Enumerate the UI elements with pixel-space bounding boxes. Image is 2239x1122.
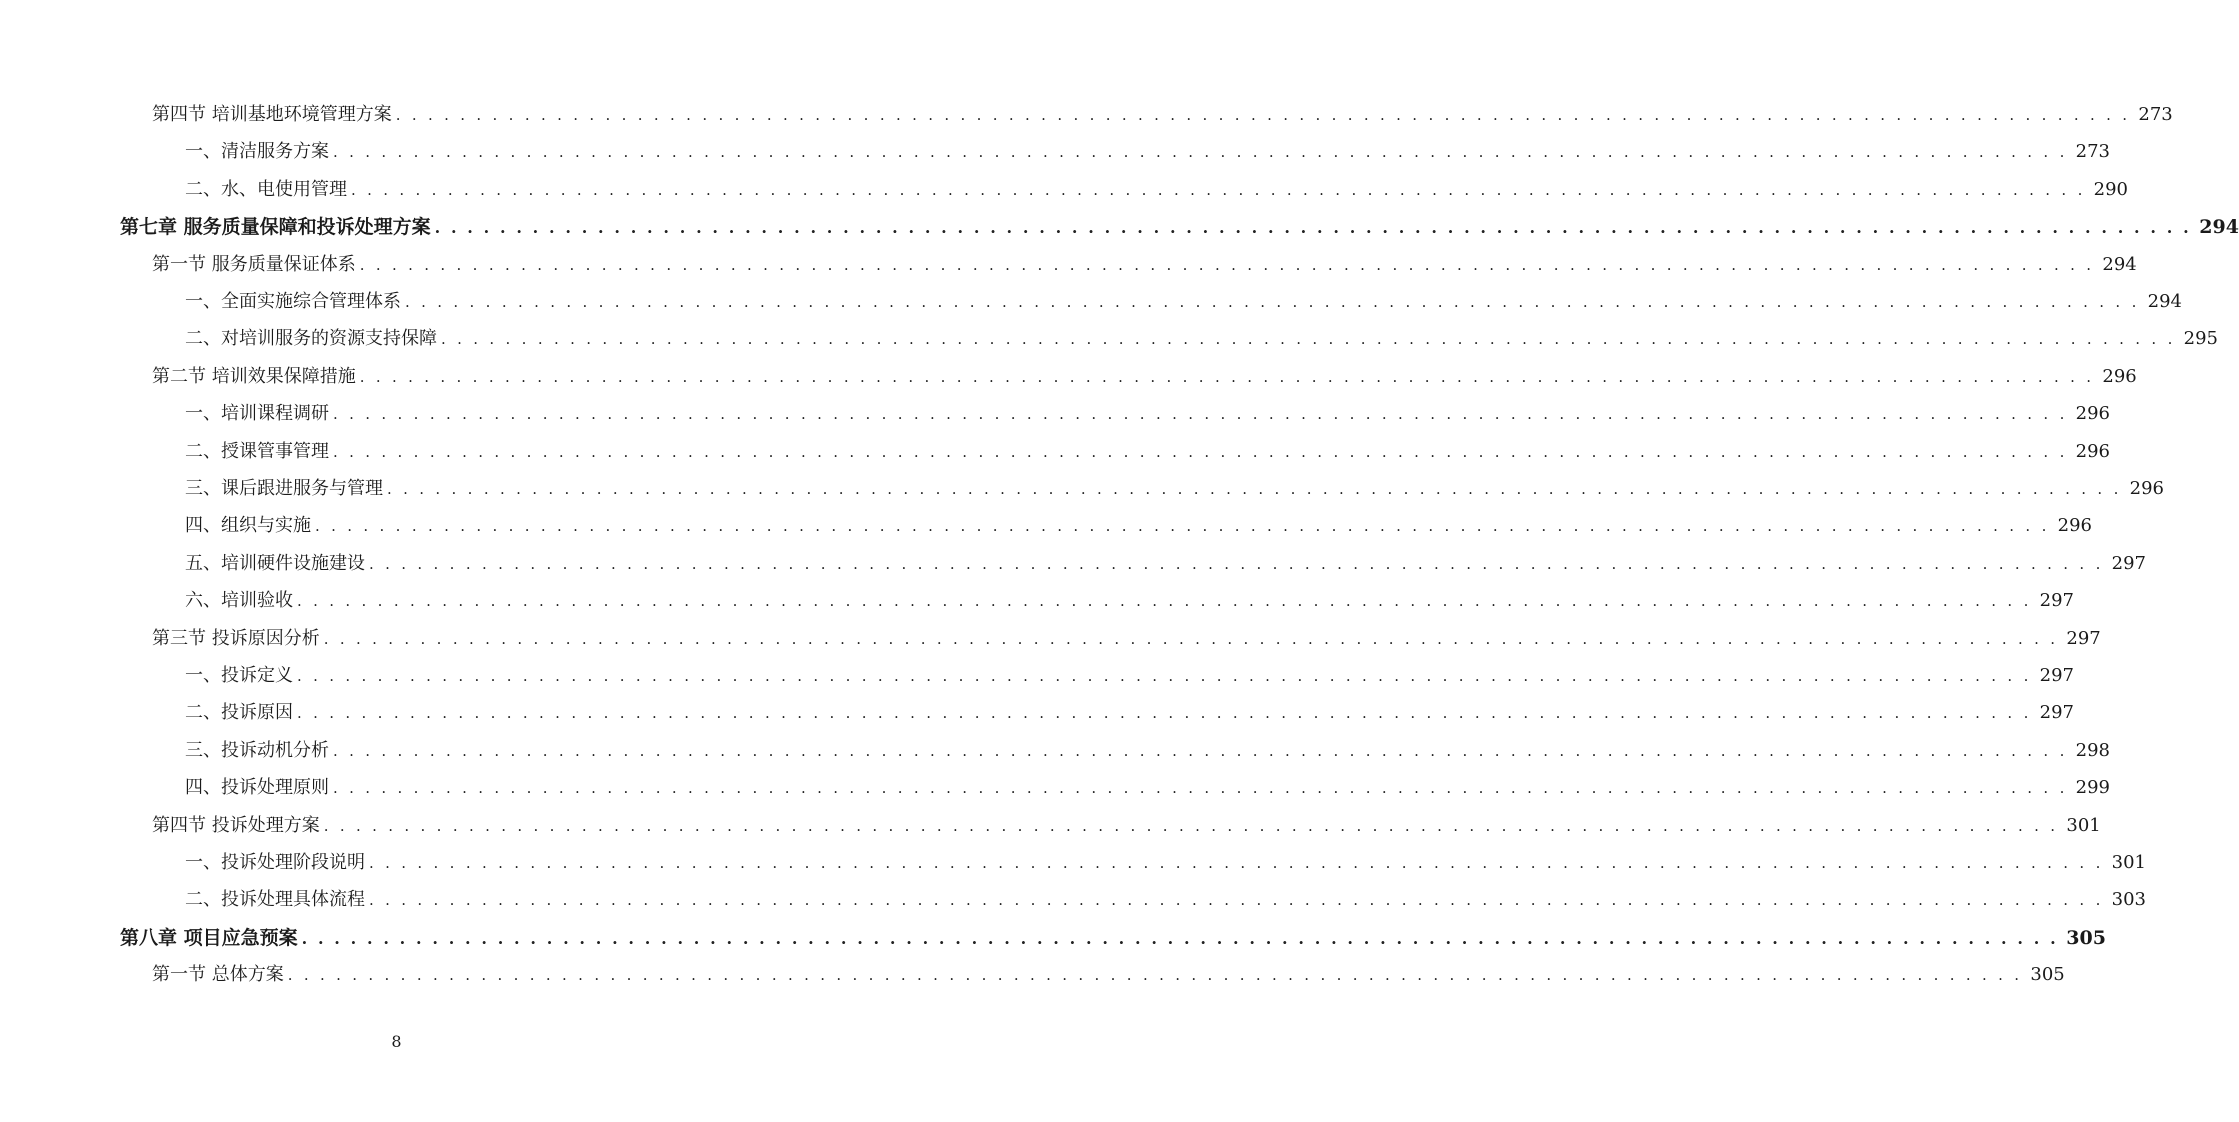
dot-leader: . . . . . . . . . . . . . . . . . . . . . . . . . . . . . . . . . . . . . . . . . . . . . . . . . . . . . . . . . . . . . . . . . . . . . . . . . . . . . . . . . . . . . . . . . . . . . . . . . . . . . . . . . . . . bbox=[333, 405, 2068, 424]
toc-entry-title: 三、课后跟进服务与管理 bbox=[185, 478, 383, 499]
dot-leader: . . . . . . . . . . . . . . . . . . . . . . . . . . . . . . . . . . . . . . . . . . . . . . . . . . . . . . . . . . . . . . . . . . . . . . . . . . . . . . . . . . . . . . . . . . . . . . . . . . . . . . . . . . . . bbox=[315, 517, 2050, 536]
toc-entry-title: 四、组织与实施 bbox=[185, 515, 311, 537]
dot-leader: . . . . . . . . . . . . . . . . . . . . . . . . . . . . . . . . . . . . . . . . . . . . . . . . . . . . . . . . . . . . . . . . . . . . . . . . . . . . . . . . . . . . . . . . . . . . . . . . . . . . . . . . . . . . bbox=[323, 816, 2059, 835]
toc-entry-title: 第三节 投诉原因分析 bbox=[152, 627, 320, 649]
toc-item-entry[interactable] bbox=[0, 399, 2110, 429]
toc-entry-line bbox=[185, 399, 2110, 429]
toc-entry-page-number: 297 bbox=[2066, 627, 2101, 649]
toc-entry-line bbox=[185, 848, 2146, 878]
toc-section-entry[interactable] bbox=[0, 250, 2137, 280]
toc-entry-line bbox=[185, 773, 2110, 803]
dot-leader: . . . . . . . . . . . . . . . . . . . . . . . . . . . . . . . . . . . . . . . . . . . . . . . . . . . . . . . . . . . . . . . . . . . . . . . . . . . . . . . . . . . . . . . . . . . . . . . . . . . . . . . . . . . . bbox=[297, 592, 2032, 611]
toc-entry-line bbox=[152, 811, 2101, 841]
dot-leader: . . . . . . . . . . . . . . . . . . . . . . . . . . . . . . . . . . . . . . . . . . . . . . . . . . . . . . . . . . . . . . . . . . . . . . . . . . . . . . . . . . . . . . . . . . . . . . . . . . . . . . . . . . . . bbox=[405, 293, 2140, 311]
dot-leader: . . . . . . . . . . . . . . . . . . . . . . . . . . . . . . . . . . . . . . . . . . . . . . . . . . . . . . . . . . . . . . . . . . . . . . . . . . . . . . . . . . . . . . . . . . . . . . . . . . . . . . . . . . . . bbox=[434, 218, 2192, 238]
toc-item-entry[interactable] bbox=[0, 885, 2146, 915]
toc-entry-title: 五、培训硬件设施建设 bbox=[185, 552, 365, 574]
toc-entry-line bbox=[185, 885, 2146, 915]
toc-chapter-entry[interactable] bbox=[0, 923, 2106, 953]
toc-entry-page-number: 297 bbox=[2039, 702, 2074, 724]
toc-chapter-entry[interactable] bbox=[0, 212, 2239, 242]
toc-section-entry[interactable] bbox=[0, 624, 2101, 654]
toc-entry-title: 第二节 培训效果保障措施 bbox=[152, 365, 356, 387]
toc-entry-line bbox=[185, 549, 2146, 579]
toc-section-entry[interactable] bbox=[0, 362, 2137, 392]
toc-entry-line bbox=[152, 624, 2101, 654]
toc-entry-page-number: 295 bbox=[2183, 328, 2218, 350]
toc-entry-line bbox=[185, 137, 2110, 167]
toc-section-entry[interactable] bbox=[0, 100, 2173, 130]
toc-item-entry[interactable] bbox=[0, 437, 2110, 467]
toc-entry-page-number: 273 bbox=[2075, 141, 2110, 163]
toc-entry-title: 一、全面实施综合管理体系 bbox=[185, 291, 401, 312]
dot-leader: . . . . . . . . . . . . . . . . . . . . . . . . . . . . . . . . . . . . . . . . . . . . . . . . . . . . . . . . . . . . . . . . . . . . . . . . . . . . . . . . . . . . . . . . . . . . . . . . . . . . . . . . . . . . bbox=[369, 554, 2104, 573]
toc-entry-page-number: 296 bbox=[2075, 403, 2110, 425]
dot-leader: . . . . . . . . . . . . . . . . . . . . . . . . . . . . . . . . . . . . . . . . . . . . . . . . . . . . . . . . . . . . . . . . . . . . . . . . . . . . . . . . . . . . . . . . . . . . . . . . . . . . . . . . . . . . bbox=[287, 966, 2023, 985]
toc-item-entry[interactable] bbox=[0, 698, 2074, 728]
toc-entry-page-number: 299 bbox=[2075, 777, 2110, 799]
toc-item-entry[interactable] bbox=[0, 287, 2182, 317]
toc-entry-line bbox=[185, 437, 2110, 467]
toc-entry-title: 第七章 服务质量保障和投诉处理方案 bbox=[120, 216, 431, 239]
toc-entry-page-number: 290 bbox=[2093, 178, 2128, 200]
dot-leader: . . . . . . . . . . . . . . . . . . . . . . . . . . . . . . . . . . . . . . . . . . . . . . . . . . . . . . . . . . . . . . . . . . . . . . . . . . . . . . . . . . . . . . . . . . . . . . . . . . . . . . . . . . . . bbox=[333, 741, 2068, 760]
toc-item-entry[interactable] bbox=[0, 549, 2146, 579]
dot-leader: . . . . . . . . . . . . . . . . . . . . . . . . . . . . . . . . . . . . . . . . . . . . . . . . . . . . . . . . . . . . . . . . . . . . . . . . . . . . . . . . . . . . . . . . . . . . . . . . . . . . . . . . . . . . bbox=[359, 255, 2095, 274]
toc-entry-page-number: 301 bbox=[2111, 852, 2146, 873]
toc-entry-title: 第四节 培训基地环境管理方案 bbox=[152, 104, 392, 125]
toc-entry-line bbox=[152, 250, 2137, 280]
toc-entry-line bbox=[185, 511, 2092, 541]
toc-item-entry[interactable] bbox=[0, 661, 2074, 691]
dot-leader: . . . . . . . . . . . . . . . . . . . . . . . . . . . . . . . . . . . . . . . . . . . . . . . . . . . . . . . . . . . . . . . . . . . . . . . . . . . . . . . . . . . . . . . . . . . . . . . . . . . . . . . . . . . . bbox=[441, 330, 2176, 349]
toc-item-entry[interactable] bbox=[0, 848, 2146, 878]
toc-entry-title: 二、水、电使用管理 bbox=[185, 178, 347, 200]
toc-entry-line bbox=[120, 923, 2106, 954]
toc-entry-title: 二、对培训服务的资源支持保障 bbox=[185, 328, 437, 350]
toc-item-entry[interactable] bbox=[0, 586, 2074, 616]
toc-entry-title: 第四节 投诉处理方案 bbox=[152, 814, 320, 836]
dot-leader: . . . . . . . . . . . . . . . . . . . . . . . . . . . . . . . . . . . . . . . . . . . . . . . . . . . . . . . . . . . . . . . . . . . . . . . . . . . . . . . . . . . . . . . . . . . . . . . . . . . . . . . . . . . . bbox=[301, 928, 2059, 948]
dot-leader: . . . . . . . . . . . . . . . . . . . . . . . . . . . . . . . . . . . . . . . . . . . . . . . . . . . . . . . . . . . . . . . . . . . . . . . . . . . . . . . . . . . . . . . . . . . . . . . . . . . . . . . . . . . . bbox=[297, 704, 2032, 723]
toc-entry-line bbox=[152, 362, 2137, 392]
dot-leader: . . . . . . . . . . . . . . . . . . . . . . . . . . . . . . . . . . . . . . . . . . . . . . . . . . . . . . . . . . . . . . . . . . . . . . . . . . . . . . . . . . . . . . . . . . . . . . . . . . . . . . . . . . . . bbox=[333, 779, 2068, 798]
toc-entry-page-number: 296 bbox=[2102, 365, 2137, 387]
toc-entry-line bbox=[185, 175, 2128, 205]
toc-entry-line bbox=[185, 287, 2182, 317]
toc-entry-page-number: 297 bbox=[2039, 590, 2074, 612]
page-number: 8 bbox=[391, 1032, 402, 1051]
toc-entry-title: 六、培训验收 bbox=[185, 590, 293, 612]
toc-entry-title: 三、投诉动机分析 bbox=[185, 739, 329, 761]
toc-entry-title: 四、投诉处理原则 bbox=[185, 777, 329, 799]
toc-entry-page-number: 296 bbox=[2075, 440, 2110, 462]
toc-entry-page-number: 296 bbox=[2129, 478, 2164, 499]
toc-item-entry[interactable] bbox=[0, 511, 2092, 541]
toc-entry-title: 第一节 总体方案 bbox=[152, 964, 284, 986]
toc-section-entry[interactable] bbox=[0, 960, 2065, 990]
toc-entry-page-number: 305 bbox=[2030, 964, 2065, 986]
toc-entry-line bbox=[185, 661, 2074, 691]
toc-item-entry[interactable] bbox=[0, 324, 2218, 354]
dot-leader: . . . . . . . . . . . . . . . . . . . . . . . . . . . . . . . . . . . . . . . . . . . . . . . . . . . . . . . . . . . . . . . . . . . . . . . . . . . . . . . . . . . . . . . . . . . . . . . . . . . . . . . . . . . . bbox=[395, 106, 2131, 124]
toc-entry-page-number: 294 bbox=[2199, 216, 2239, 239]
toc-entry-title: 第一节 服务质量保证体系 bbox=[152, 253, 356, 275]
toc-entry-title: 一、清洁服务方案 bbox=[185, 141, 329, 163]
dot-leader: . . . . . . . . . . . . . . . . . . . . . . . . . . . . . . . . . . . . . . . . . . . . . . . . . . . . . . . . . . . . . . . . . . . . . . . . . . . . . . . . . . . . . . . . . . . . . . . . . . . . . . . . . . . . bbox=[333, 143, 2068, 162]
dot-leader: . . . . . . . . . . . . . . . . . . . . . . . . . . . . . . . . . . . . . . . . . . . . . . . . . . . . . . . . . . . . . . . . . . . . . . . . . . . . . . . . . . . . . . . . . . . . . . . . . . . . . . . . . . . . bbox=[323, 629, 2059, 648]
toc-entry-title: 一、培训课程调研 bbox=[185, 403, 329, 425]
toc-entry-line bbox=[185, 586, 2074, 616]
toc-entry-page-number: 294 bbox=[2102, 253, 2137, 275]
toc-item-entry[interactable] bbox=[0, 773, 2110, 803]
dot-leader: . . . . . . . . . . . . . . . . . . . . . . . . . . . . . . . . . . . . . . . . . . . . . . . . . . . . . . . . . . . . . . . . . . . . . . . . . . . . . . . . . . . . . . . . . . . . . . . . . . . . . . . . . . . . bbox=[387, 480, 2122, 498]
toc-entry-page-number: 298 bbox=[2075, 739, 2110, 761]
toc-entry-page-number: 305 bbox=[2066, 926, 2106, 949]
toc-entry-page-number: 296 bbox=[2057, 515, 2092, 537]
toc-entry-page-number: 297 bbox=[2039, 665, 2074, 686]
toc-entry-page-number: 294 bbox=[2147, 291, 2182, 312]
toc-entry-title: 二、投诉原因 bbox=[185, 702, 293, 724]
dot-leader: . . . . . . . . . . . . . . . . . . . . . . . . . . . . . . . . . . . . . . . . . . . . . . . . . . . . . . . . . . . . . . . . . . . . . . . . . . . . . . . . . . . . . . . . . . . . . . . . . . . . . . . . . . . . bbox=[369, 891, 2104, 910]
toc-entry-line bbox=[152, 100, 2173, 130]
toc-entry-page-number: 273 bbox=[2138, 104, 2173, 125]
toc-item-entry[interactable] bbox=[0, 137, 2110, 167]
toc-entry-line bbox=[185, 324, 2218, 354]
toc-entry-line bbox=[185, 698, 2074, 728]
toc-entry-title: 一、投诉处理阶段说明 bbox=[185, 852, 365, 873]
dot-leader: . . . . . . . . . . . . . . . . . . . . . . . . . . . . . . . . . . . . . . . . . . . . . . . . . . . . . . . . . . . . . . . . . . . . . . . . . . . . . . . . . . . . . . . . . . . . . . . . . . . . . . . . . . . . bbox=[359, 367, 2095, 386]
toc-entry-title: 二、投诉处理具体流程 bbox=[185, 889, 365, 911]
dot-leader: . . . . . . . . . . . . . . . . . . . . . . . . . . . . . . . . . . . . . . . . . . . . . . . . . . . . . . . . . . . . . . . . . . . . . . . . . . . . . . . . . . . . . . . . . . . . . . . . . . . . . . . . . . . . bbox=[369, 854, 2104, 872]
dot-leader: . . . . . . . . . . . . . . . . . . . . . . . . . . . . . . . . . . . . . . . . . . . . . . . . . . . . . . . . . . . . . . . . . . . . . . . . . . . . . . . . . . . . . . . . . . . . . . . . . . . . . . . . . . . . bbox=[351, 180, 2086, 199]
toc-entry-line bbox=[152, 960, 2065, 990]
dot-leader: . . . . . . . . . . . . . . . . . . . . . . . . . . . . . . . . . . . . . . . . . . . . . . . . . . . . . . . . . . . . . . . . . . . . . . . . . . . . . . . . . . . . . . . . . . . . . . . . . . . . . . . . . . . . bbox=[297, 667, 2032, 685]
toc-entry-line bbox=[120, 212, 2239, 243]
toc-entry-title: 一、投诉定义 bbox=[185, 665, 293, 686]
toc-item-entry[interactable] bbox=[0, 474, 2164, 504]
toc-entry-line bbox=[185, 474, 2164, 504]
toc-section-entry[interactable] bbox=[0, 811, 2101, 841]
toc-entry-title: 二、授课管事管理 bbox=[185, 440, 329, 462]
toc-entry-page-number: 301 bbox=[2066, 814, 2101, 836]
toc-entry-title: 第八章 项目应急预案 bbox=[120, 926, 298, 949]
dot-leader: . . . . . . . . . . . . . . . . . . . . . . . . . . . . . . . . . . . . . . . . . . . . . . . . . . . . . . . . . . . . . . . . . . . . . . . . . . . . . . . . . . . . . . . . . . . . . . . . . . . . . . . . . . . . bbox=[333, 442, 2068, 461]
toc-entry-page-number: 297 bbox=[2111, 552, 2146, 574]
toc-entry-page-number: 303 bbox=[2111, 889, 2146, 911]
toc-item-entry[interactable] bbox=[0, 175, 2128, 205]
toc-item-entry[interactable] bbox=[0, 736, 2110, 766]
toc-entry-line bbox=[185, 736, 2110, 766]
